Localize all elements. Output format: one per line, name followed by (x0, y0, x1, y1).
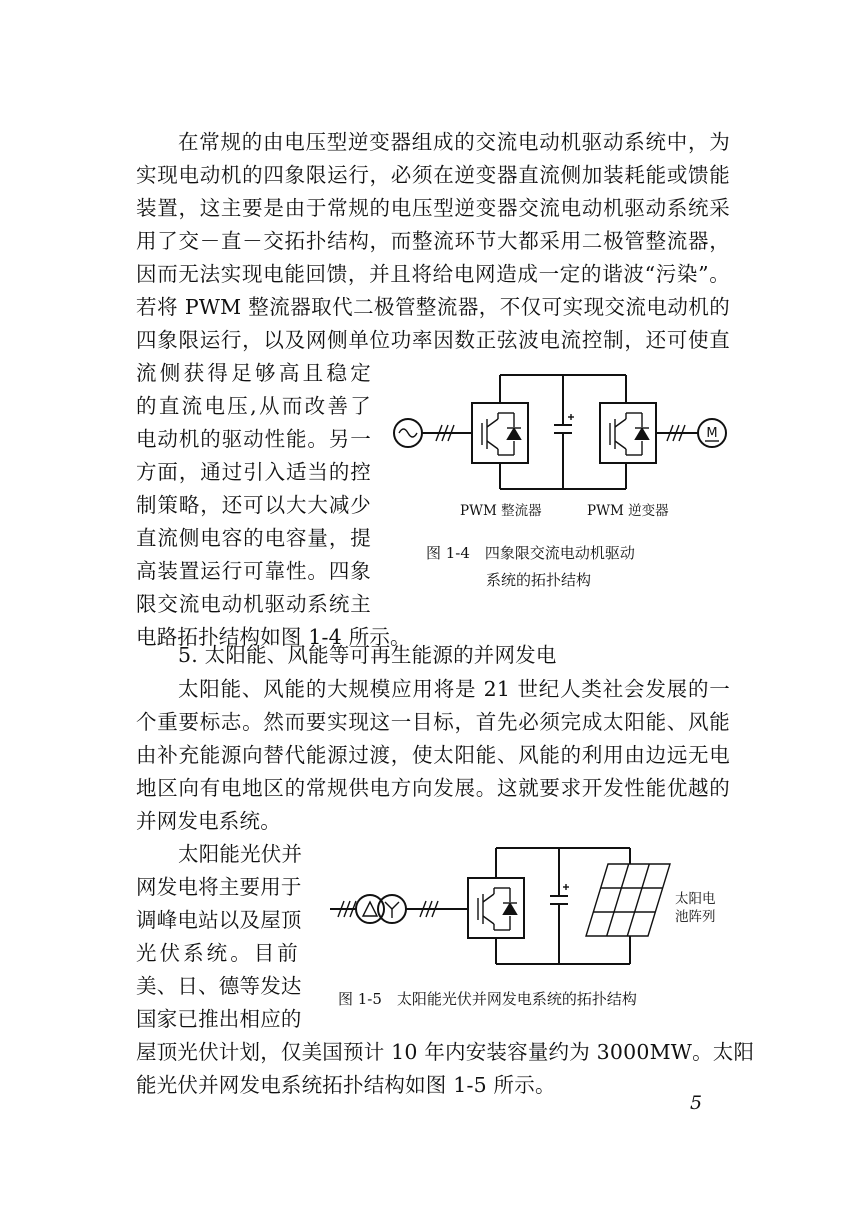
figure-caption-continued: 系统的拓扑结构 (486, 571, 592, 589)
figure-caption: 图 1-5 太阳能光伏并网发电系统的拓扑结构 (338, 990, 637, 1008)
text-line: 地区向有电地区的常规供电方向发展。这就要求开发性能优越的 (136, 776, 730, 800)
text-line: 因而无法实现电能回馈，并且将给电网造成一定的谐波“污染”。 (136, 262, 730, 286)
delta-winding-icon (363, 902, 377, 916)
transformer-primary-icon (356, 895, 384, 923)
text-line: 调峰电站以及屋顶 (136, 908, 302, 932)
text-line: 若将 PWM 整流器取代二极管整流器，不仅可实现交流电动机的 (136, 295, 730, 319)
text-line: 限交流电动机驱动系统主 (136, 592, 371, 616)
text-line: 的直流电压,从而改善了 (136, 394, 371, 418)
text-line: 并网发电系统。 (136, 809, 281, 833)
text-line: 流侧获得足够高且稳定 (136, 361, 371, 385)
figure-caption: 图 1-4 四象限交流电动机驱动 (426, 544, 635, 562)
text-line: 高装置运行可靠性。四象 (136, 559, 371, 583)
text-line: 由补充能源向替代能源过渡，使太阳能、风能的利用由边远无电 (136, 743, 730, 767)
rectifier-block (472, 403, 528, 463)
text-line: 国家已推出相应的 (136, 1007, 302, 1031)
text-line: 光伏系统。目前 (136, 941, 298, 965)
text-line: 方面，通过引入适当的控 (136, 460, 371, 484)
solar-array-label: 太阳电 (675, 891, 716, 907)
text-line: 个重要标志。然而要实现这一目标，首先必须完成太阳能、风能 (136, 710, 730, 734)
text-line: 网发电将主要用于 (136, 875, 302, 899)
text-line: 电路拓扑结构如图 1-4 所示。 (136, 625, 411, 649)
sine-wave-icon (399, 429, 417, 437)
text-line: 四象限运行，以及网侧单位功率因数正弦波电流控制，还可使直 (136, 328, 730, 352)
grid-inverter-block (468, 878, 524, 938)
text-line: 电动机的驱动性能。另一 (136, 427, 371, 451)
text-line: 实现电动机的四象限运行，必须在逆变器直流侧加装耗能或馈能 (136, 163, 730, 187)
rectifier-label: PWM 整流器 (460, 503, 542, 519)
text-line: 直流侧电容的电容量，提 (136, 526, 371, 550)
text-line: 太阳能光伏并 (178, 842, 303, 866)
inverter-label: PWM 逆变器 (587, 503, 669, 519)
inverter-block (600, 403, 656, 463)
text-line: 屋顶光伏计划，仅美国预计 10 年内安装容量约为 3000MW。太阳 (136, 1040, 755, 1064)
section-heading: 5. 太阳能、风能等可再生能源的并网发电 (178, 643, 557, 667)
text-line: 装置，这主要是由于常规的电压型逆变器交流电动机驱动系统采 (136, 196, 730, 220)
text-line: 太阳能、风能的大规模应用将是 21 世纪人类社会发展的一 (178, 677, 730, 701)
text-line: 在常规的由电压型逆变器组成的交流电动机驱动系统中，为 (178, 130, 730, 154)
motor-symbol: M (706, 426, 718, 441)
solar-array-icon (586, 864, 670, 936)
page-number: 5 (690, 1092, 703, 1114)
pv-grid-connection-diagram (330, 840, 670, 970)
text-line: 制策略，还可以大大减少 (136, 493, 371, 517)
text-line: 能光伏并网发电系统拓扑结构如图 1-5 所示。 (136, 1073, 556, 1097)
four-quadrant-drive-diagram (380, 365, 740, 495)
text-line: 用了交－直－交拓扑结构，而整流环节大都采用二极管整流器， (136, 229, 730, 253)
text-line: 美、日、德等发达 (136, 974, 302, 998)
solar-array-label-continued: 池阵列 (675, 909, 716, 925)
